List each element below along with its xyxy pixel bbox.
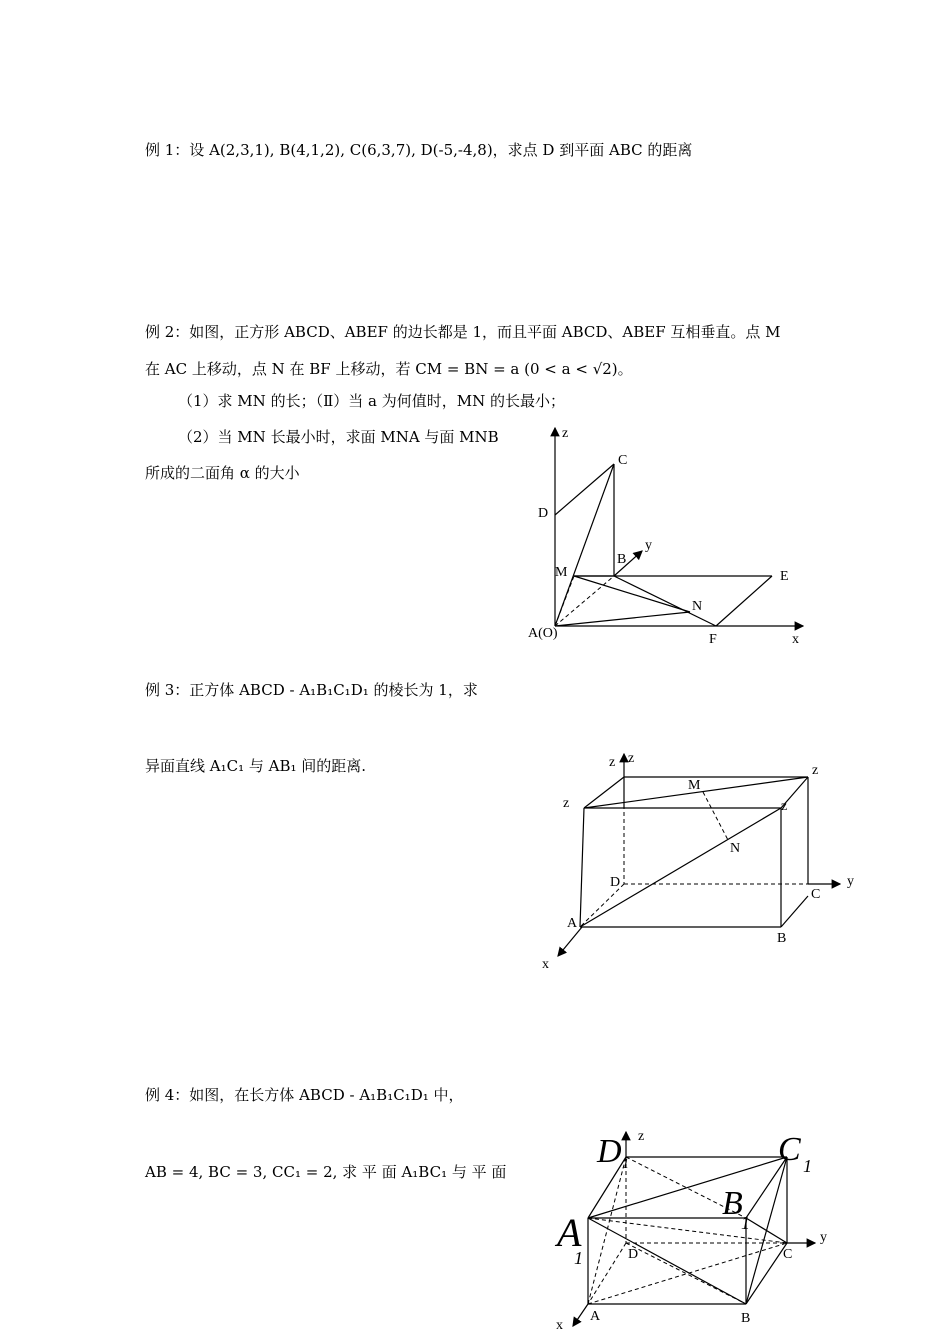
fig2-label-z: z bbox=[562, 426, 569, 441]
fig3-label-x: x bbox=[542, 957, 549, 972]
fig2-label-c: C bbox=[618, 453, 628, 468]
example-2-line-3: （1）求 MN 的长；（Ⅱ）当 a 为何值时，MN 的长最小； bbox=[178, 392, 565, 410]
fig2-label-y: y bbox=[645, 538, 652, 553]
fig2-label-d: D bbox=[538, 506, 549, 521]
fig4-label-d1-sub: 1 bbox=[622, 1157, 629, 1172]
example-3-line-1: 例 3：正方体 ABCD - A₁B₁C₁D₁ 的棱长为 1，求 bbox=[145, 681, 478, 699]
example-4-line-2: AB = 4, BC = 3, CC₁ = 2, 求 平 面 A₁BC₁ 与 平 面 bbox=[145, 1163, 507, 1181]
example-3-line-2: 异面直线 A₁C₁ 与 AB₁ 间的距离. bbox=[145, 757, 367, 775]
fig4-label-b1: B bbox=[722, 1185, 743, 1222]
fig3-label-d: D bbox=[610, 875, 621, 890]
fig3-label-z-mid: z bbox=[781, 799, 788, 814]
example-2-line-2: 在 AC 上移动，点 N 在 BF 上移动，若 CM = BN = a (0 < a < √2)。 bbox=[145, 360, 633, 378]
fig3-label-z-top: z bbox=[628, 751, 635, 766]
fig2-label-f: F bbox=[709, 632, 717, 647]
fig2-label-n: N bbox=[692, 599, 703, 614]
fig4-label-c1: C bbox=[778, 1131, 801, 1168]
example-4-line-1: 例 4：如图，在长方体 ABCD - A₁B₁C₁D₁ 中， bbox=[145, 1086, 464, 1104]
fig4-label-z: z bbox=[638, 1129, 645, 1144]
fig3-label-n: N bbox=[730, 841, 741, 856]
fig2-label-x: x bbox=[792, 632, 799, 647]
fig2-label-ao: A(O) bbox=[528, 626, 558, 641]
example-2-line-5: 所成的二面角 α 的大小 bbox=[145, 464, 300, 482]
fig3-label-y: y bbox=[847, 874, 854, 889]
fig3-label-c: C bbox=[811, 887, 821, 902]
fig3-label-z-axis: z bbox=[609, 755, 616, 770]
fig4-label-d: D bbox=[628, 1247, 639, 1262]
fig4-label-d1: D bbox=[597, 1133, 622, 1170]
fig4-label-x: x bbox=[556, 1318, 563, 1333]
fig4-label-c: C bbox=[783, 1247, 793, 1262]
example-3-figure bbox=[530, 745, 870, 975]
fig4-label-c1-sub: 1 bbox=[803, 1156, 812, 1176]
fig4-label-a1: A bbox=[557, 1210, 582, 1255]
example-2-line-4: （2）当 MN 长最小时，求面 MNA 与面 MNB bbox=[178, 428, 499, 446]
fig4-label-a1-sub: 1 bbox=[574, 1248, 583, 1268]
fig4-label-b: B bbox=[741, 1311, 751, 1326]
fig3-label-z-right: z bbox=[812, 763, 819, 778]
example-2-figure bbox=[520, 420, 820, 652]
example-2-line-1: 例 2：如图，正方形 ABCD、ABEF 的边长都是 1，而且平面 ABCD、ABEF 互相垂直。点 M bbox=[145, 323, 781, 341]
fig4-label-y: y bbox=[820, 1230, 827, 1245]
example-4-figure bbox=[550, 1120, 850, 1344]
example-1-text: 例 1：设 A(2,3,1), B(4,1,2), C(6,3,7), D(-5,-4,8)，求点 D 到平面 ABC 的距离 bbox=[145, 141, 693, 159]
fig4-label-a: A bbox=[590, 1309, 601, 1324]
fig2-label-m: M bbox=[555, 565, 568, 580]
fig3-label-m: M bbox=[688, 778, 701, 793]
fig3-label-b: B bbox=[777, 931, 787, 946]
fig2-label-b: B bbox=[617, 552, 627, 567]
fig4-label-b1-sub: 1 bbox=[741, 1213, 750, 1233]
fig2-label-e: E bbox=[780, 569, 789, 584]
fig3-label-a: A bbox=[567, 916, 578, 931]
fig3-label-z-left: z bbox=[563, 796, 570, 811]
